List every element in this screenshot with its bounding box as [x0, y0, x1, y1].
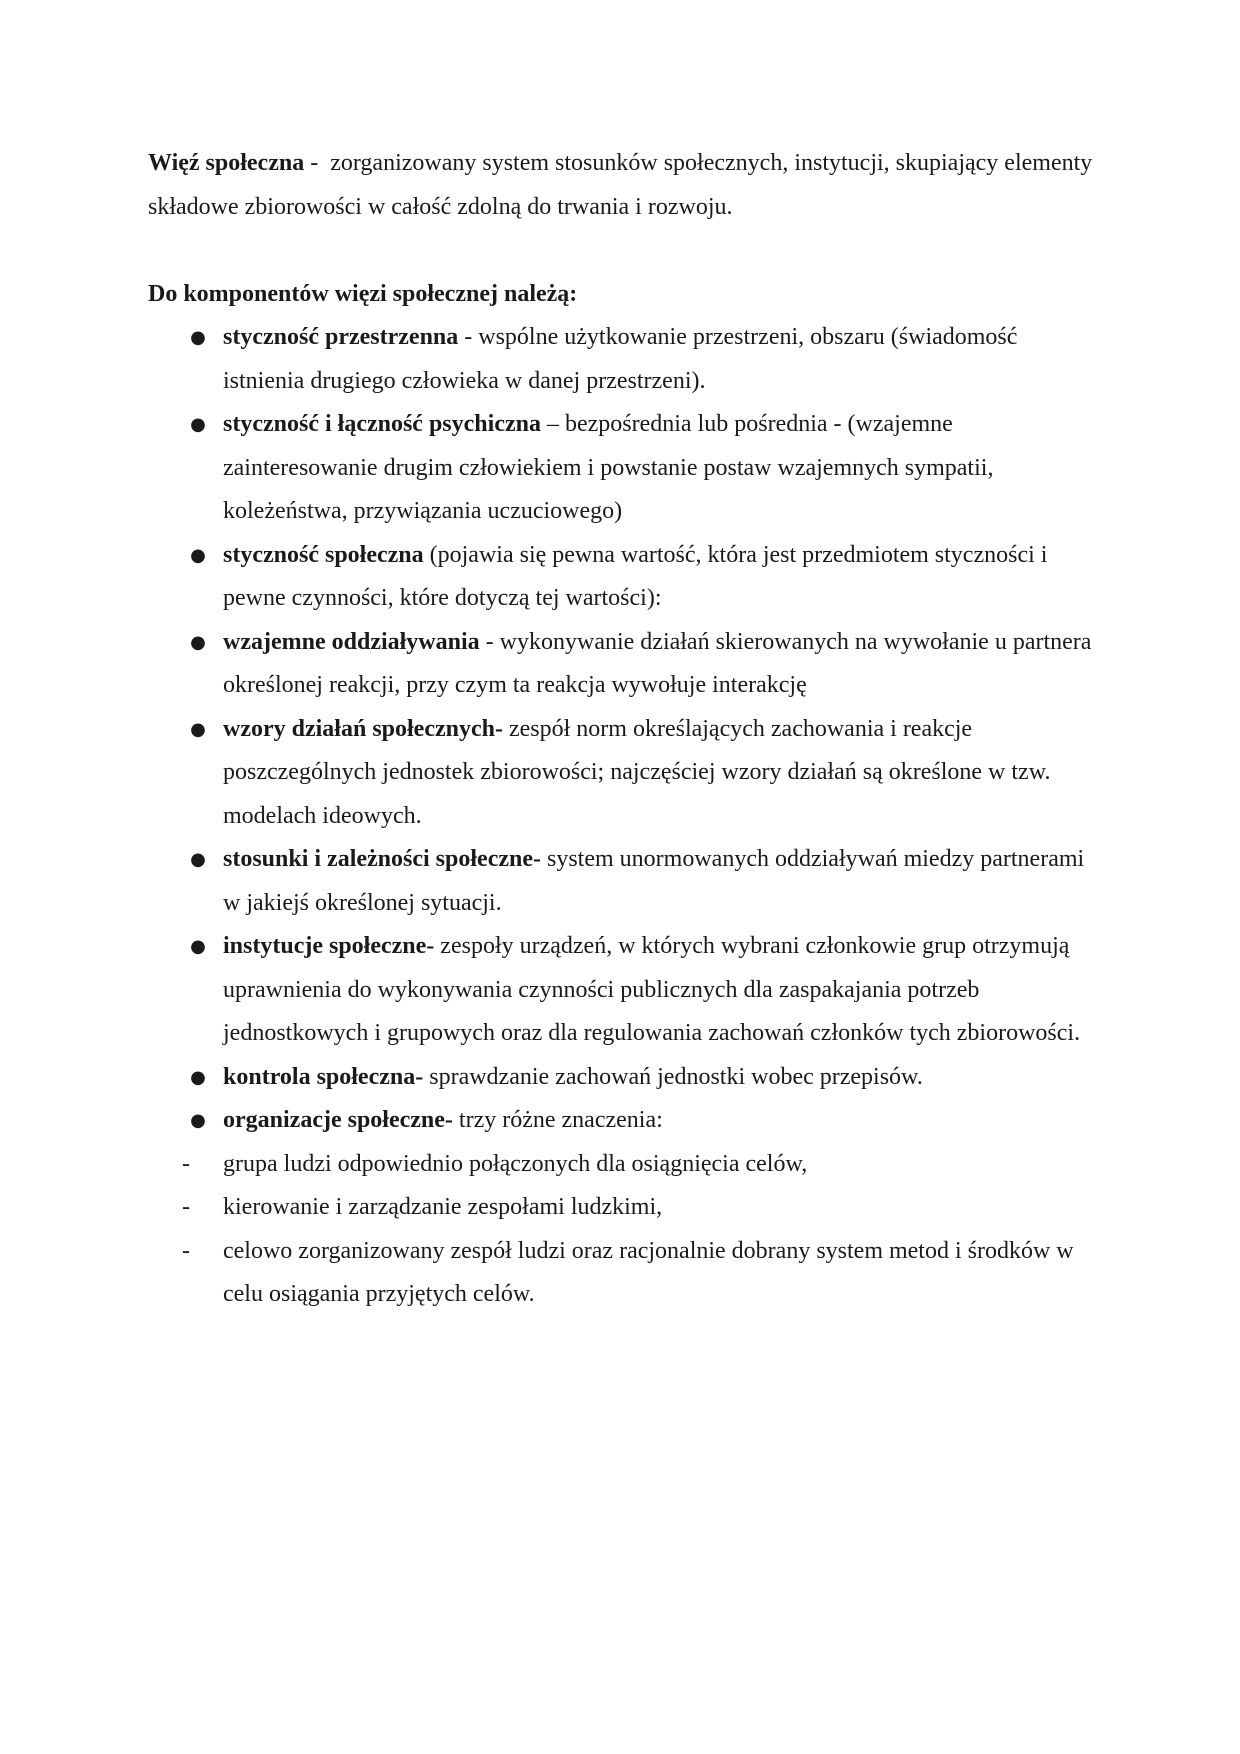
item-term: instytucje społeczne-: [223, 933, 435, 959]
item-term: styczność społeczna: [223, 541, 424, 568]
sublist-item: [148, 1230, 1098, 1317]
item-text: – bezpośrednia lub pośrednia - (wzajemne zainteresowanie drugim człowiekiem i powstanie postaw wzajemnych sympatii, koleżeństwa, przywiązania uczuciowego): [223, 411, 994, 524]
item-term: organizacje społeczne-: [223, 1107, 453, 1133]
list-item: [148, 534, 1098, 621]
item-term: kontrola społeczna-: [223, 1063, 424, 1090]
list-item: [148, 621, 1098, 708]
sublist-item-text: celowo zorganizowany zespół ludzi oraz racjonalnie dobrany system metod i środków w celu osiągania przyjętych celów.: [223, 1237, 1074, 1307]
dash-marker: -: [182, 1150, 190, 1177]
sublist-item-text: kierowanie i zarządzanie zespołami ludzkimi,: [223, 1194, 663, 1220]
list-item: [148, 1099, 1098, 1143]
item-term: stosunki i zależności społeczne-: [223, 846, 541, 872]
sublist-item: [148, 1186, 1098, 1230]
bullet-icon: ●: [190, 544, 206, 566]
components-heading: Do komponentów więzi społecznej należą:: [148, 280, 578, 307]
bullet-icon: ●: [190, 718, 206, 740]
item-text: (pojawia się pewna wartość, która jest przedmiotem styczności i pewne czynności, które dotyczą tej wartości):: [223, 541, 1048, 611]
list-item: [148, 316, 1098, 403]
components-list: [148, 316, 1098, 1143]
meanings-sublist: [148, 1143, 1098, 1317]
list-item: [148, 1056, 1098, 1100]
sublist-item-text: grupa ludzi odpowiednio połączonych dla osiągnięcia celów,: [223, 1150, 808, 1177]
document-body: [148, 142, 1098, 1317]
bullet-icon: ●: [190, 1110, 206, 1131]
item-text: sprawdzanie zachowań jednostki wobec przepisów.: [423, 1063, 923, 1090]
item-text: trzy różne znaczenia:: [452, 1107, 663, 1133]
dash-marker: -: [182, 1237, 190, 1264]
item-text: zespoły urządzeń, w których wybrani członkowie grup otrzymują uprawnienia do wykonywania czynności publicznych dla zaspakajania potrzeb jednostkowych i grupowych oraz dla regulowania zachowań członków tych zbiorowości.: [223, 933, 1081, 1046]
item-term: styczność i łączność psychiczna: [223, 411, 541, 437]
bullet-icon: ●: [190, 631, 206, 653]
definition-text: zorganizowany system stosunków społecznych, instytucji, skupiający elementy składowe zbiorowości w całość zdolną do trwania i rozwoju.: [148, 150, 1093, 220]
bullet-icon: ●: [190, 327, 206, 348]
definition-term: Więź społeczna: [148, 150, 305, 176]
bullet-icon: ●: [190, 414, 206, 435]
item-term: wzajemne oddziaływania: [223, 628, 480, 655]
bullet-icon: ●: [190, 1066, 206, 1088]
sublist-item: [148, 1143, 1098, 1187]
list-item: [148, 925, 1098, 1056]
item-term: styczność przestrzenna: [223, 324, 459, 350]
list-item: [148, 708, 1098, 839]
bullet-icon: ●: [190, 936, 206, 957]
item-text: - wspólne użytkowanie przestrzeni, obszaru (świadomość istnienia drugiego człowieka w danej przestrzeni).: [223, 324, 1018, 394]
item-text: system unormowanych oddziaływań miedzy partnerami w jakiejś określonej sytuacji.: [223, 846, 1085, 916]
dash-marker: -: [182, 1194, 190, 1220]
bullet-icon: ●: [190, 849, 206, 870]
item-text: - wykonywanie działań skierowanych na wywołanie u partnera określonej reakcji, przy czym ta reakcja wywołuje interakcję: [223, 628, 1092, 698]
item-term: wzory działań społecznych-: [223, 715, 503, 742]
list-item: [148, 838, 1098, 925]
list-item: [148, 403, 1098, 534]
item-text: zespół norm określających zachowania i reakcje poszczególnych jednostek zbiorowości; najczęściej wzory działań są określone w tzw. modelach ideowych.: [223, 715, 1051, 829]
definition-separator: -: [304, 150, 331, 176]
definition-paragraph: [148, 142, 1098, 229]
